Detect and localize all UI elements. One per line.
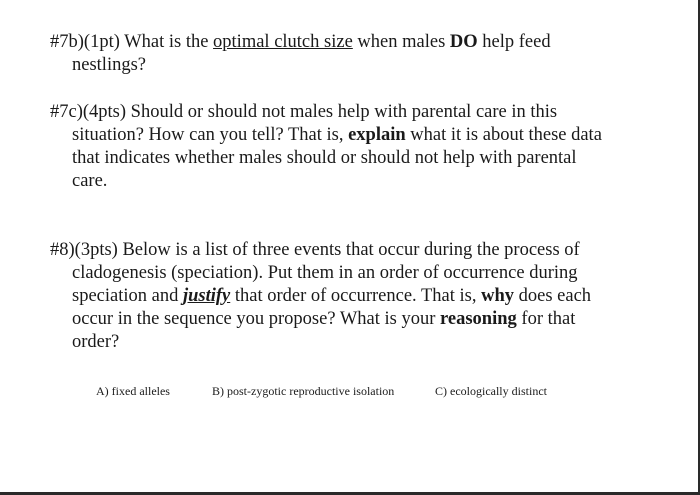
question-7c	[50, 101, 650, 193]
why-emphasis: why	[481, 286, 514, 306]
reasoning-emphasis: reasoning	[440, 309, 517, 329]
question-7c-line-1: #7c)(4pts) Should or should not males help with parental care in this	[50, 102, 558, 122]
question-7b-line-2: nestlings?	[72, 55, 146, 75]
justify-emphasis: justify	[182, 286, 231, 306]
question-8-line-2: cladogenesis (speciation). Put them in an order of occurrence during	[72, 263, 578, 283]
option-c-ecologically-distinct: C) ecologically distinct	[435, 384, 547, 398]
question-7c-line-4: care.	[72, 171, 108, 191]
question-8-line-1: #8)(3pts) Below is a list of three events that occur during the process of	[50, 240, 580, 260]
option-a-fixed-alleles: A) fixed alleles	[96, 384, 170, 398]
explain-emphasis: explain	[348, 125, 406, 145]
question-7c-line-3: that indicates whether males should or should not help with parental	[72, 148, 577, 168]
question-7c-line-2: situation? How can you tell? That is, explain what it is about these data	[72, 125, 602, 145]
question-7b-number: #7b)(1pt)	[50, 32, 120, 52]
optimal-clutch-size-term: optimal clutch size	[213, 32, 353, 52]
question-8-line-3: speciation and justify that order of occurrence. That is, why does each	[72, 286, 592, 306]
question-8-line-4: occur in the sequence you propose? What is your reasoning for that	[72, 309, 576, 329]
question-8	[50, 239, 650, 354]
do-emphasis: DO	[449, 32, 478, 52]
question-8-line-5: order?	[72, 332, 120, 352]
question-7b	[50, 31, 650, 77]
option-b-post-zygotic-isolation: B) post-zygotic reproductive isolation	[212, 384, 395, 398]
question-7b-line-1: #7b)(1pt) What is the optimal clutch size when males DO help feed	[50, 32, 551, 52]
